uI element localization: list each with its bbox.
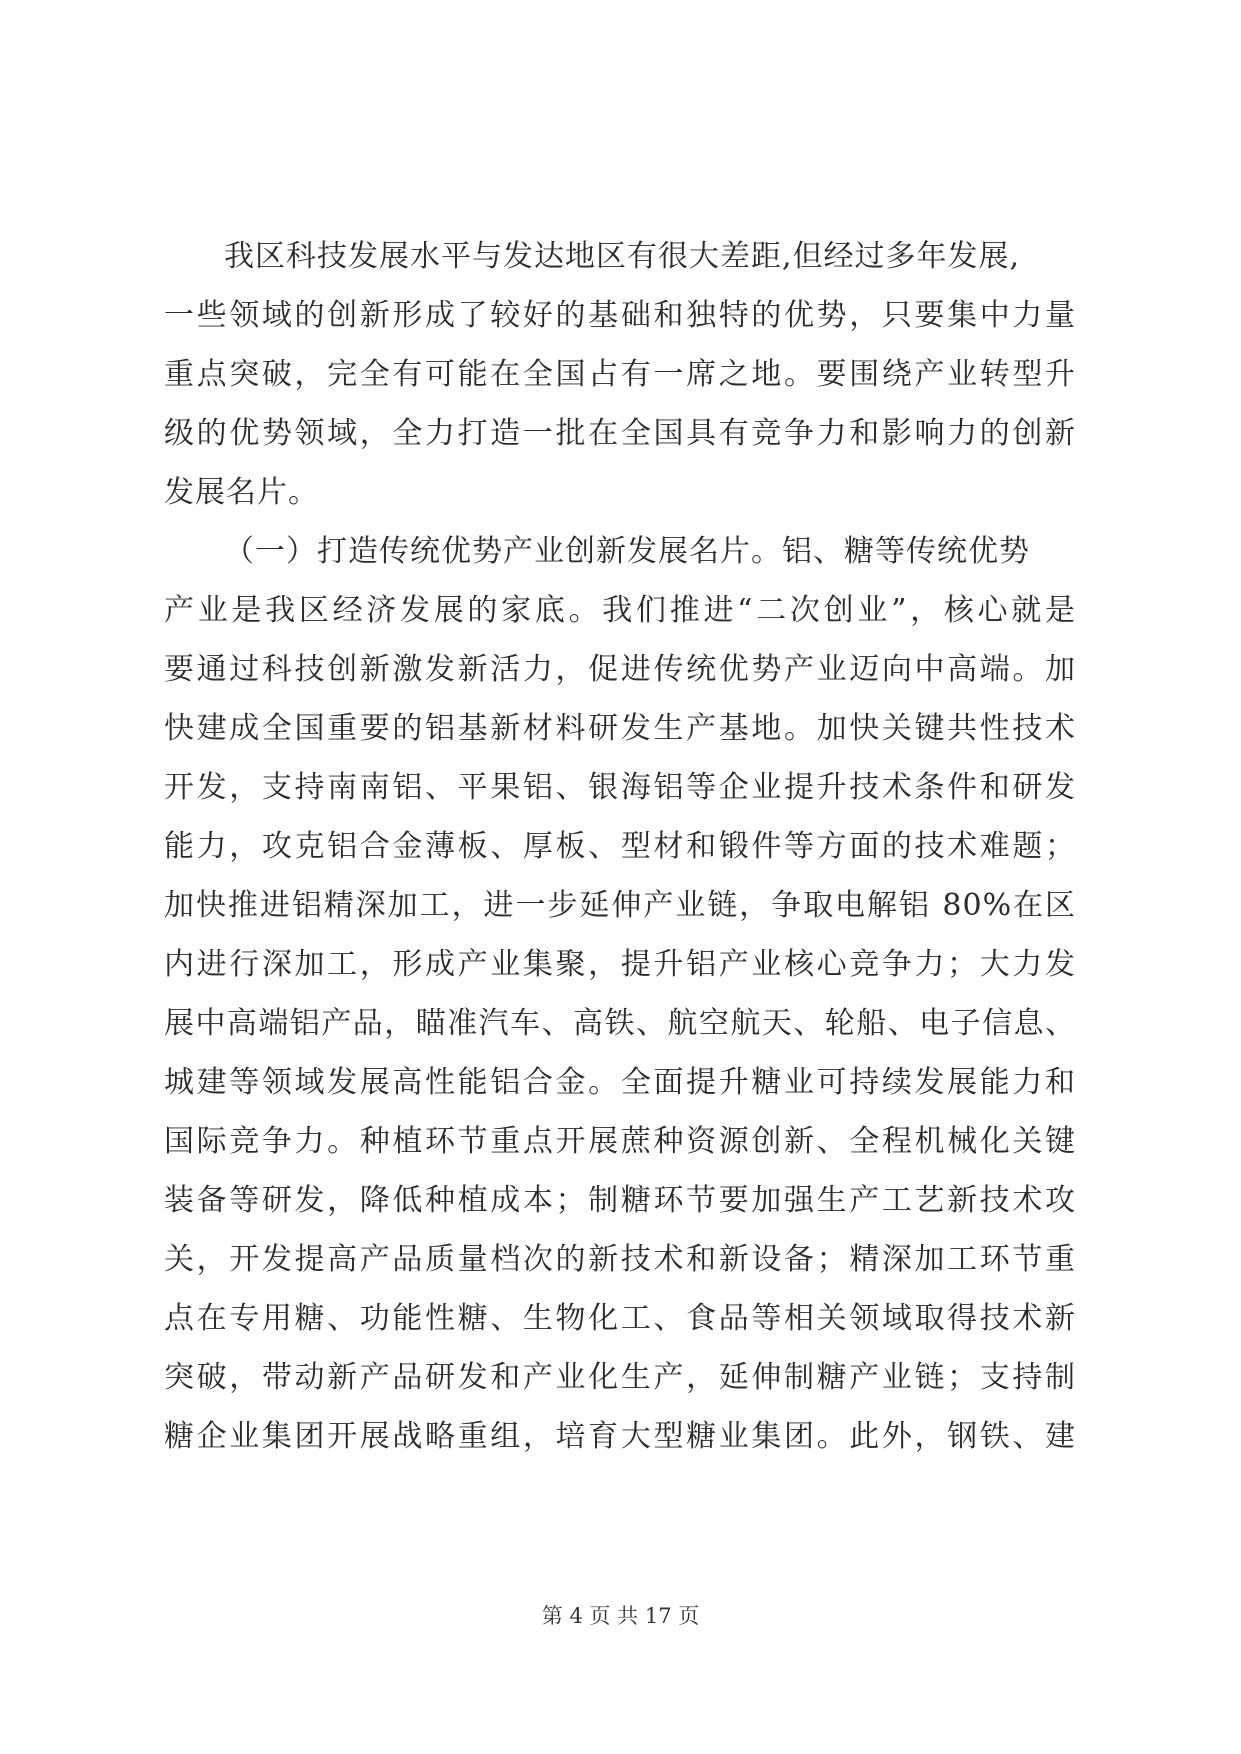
line-text: 重点突破，完全有可能在全国占有一席之地。要围绕产业转型升 xyxy=(164,357,1076,392)
text-line xyxy=(164,1348,1076,1407)
text-line xyxy=(164,876,1076,935)
text-line xyxy=(164,522,1076,581)
text-line xyxy=(164,227,1076,286)
line-text: 城建等领域发展高性能铝合金。全面提升糖业可持续发展能力和 xyxy=(164,1065,1076,1100)
text-line xyxy=(164,581,1076,640)
line-text: 一些领域的创新形成了较好的基础和独特的优势，只要集中力量 xyxy=(164,298,1076,333)
text-line xyxy=(164,1230,1076,1289)
text-line xyxy=(164,935,1076,994)
line-text: 产业是我区经济发展的家底。我们推进“二次创业”，核心就是 xyxy=(164,593,1076,628)
line-text: 装备等研发，降低种植成本；制糖环节要加强生产工艺新技术攻 xyxy=(164,1183,1076,1218)
body-text xyxy=(164,227,1076,1466)
text-line xyxy=(164,699,1076,758)
text-line xyxy=(164,1289,1076,1348)
text-line xyxy=(164,345,1076,404)
line-text: 开发，支持南南铝、平果铝、银海铝等企业提升技术条件和研发 xyxy=(164,770,1076,805)
line-text: 加快推进铝精深加工，进一步延伸产业链，争取电解铝 80%在区 xyxy=(164,888,1076,923)
line-text: 国际竞争力。种植环节重点开展蔗种资源创新、全程机械化关键 xyxy=(164,1124,1076,1159)
line-text: 能力，攻克铝合金薄板、厚板、型材和锻件等方面的技术难题； xyxy=(164,829,1076,864)
line-text: 关，开发提高产品质量档次的新技术和新设备；精深加工环节重 xyxy=(164,1242,1076,1277)
line-text: 发展名片。 xyxy=(164,475,319,510)
page-number-footer: 第 4 页 共 17 页 xyxy=(541,1604,700,1628)
text-line xyxy=(164,994,1076,1053)
text-line xyxy=(164,1171,1076,1230)
line-text: 内进行深加工，形成产业集聚，提升铝产业核心竞争力；大力发 xyxy=(164,947,1076,982)
line-text: 突破，带动新产品研发和产业化生产，延伸制糖产业链；支持制 xyxy=(164,1360,1076,1395)
line-text: （一）打造传统优势产业创新发展名片。铝、糖等传统优势 xyxy=(224,534,1030,569)
text-line xyxy=(164,1407,1076,1466)
line-text: 展中高端铝产品，瞄准汽车、高铁、航空航天、轮船、电子信息、 xyxy=(164,1006,1076,1041)
line-text: 我区科技发展水平与发达地区有很大差距,但经过多年发展, xyxy=(224,239,1021,274)
line-text: 级的优势领域，全力打造一批在全国具有竞争力和影响力的创新 xyxy=(164,416,1076,451)
text-line xyxy=(164,817,1076,876)
line-text: 快建成全国重要的铝基新材料研发生产基地。加快关键共性技术 xyxy=(164,711,1076,746)
text-line xyxy=(164,758,1076,817)
line-text: 要通过科技创新激发新活力，促进传统优势产业迈向中高端。加 xyxy=(164,652,1076,687)
text-line xyxy=(164,463,1076,522)
line-text: 糖企业集团开展战略重组，培育大型糖业集团。此外，钢铁、建 xyxy=(164,1419,1076,1454)
text-line xyxy=(164,286,1076,345)
text-line xyxy=(164,1112,1076,1171)
text-line xyxy=(164,640,1076,699)
text-line xyxy=(164,1053,1076,1112)
line-text: 点在专用糖、功能性糖、生物化工、食品等相关领域取得技术新 xyxy=(164,1301,1076,1336)
text-line xyxy=(164,404,1076,463)
